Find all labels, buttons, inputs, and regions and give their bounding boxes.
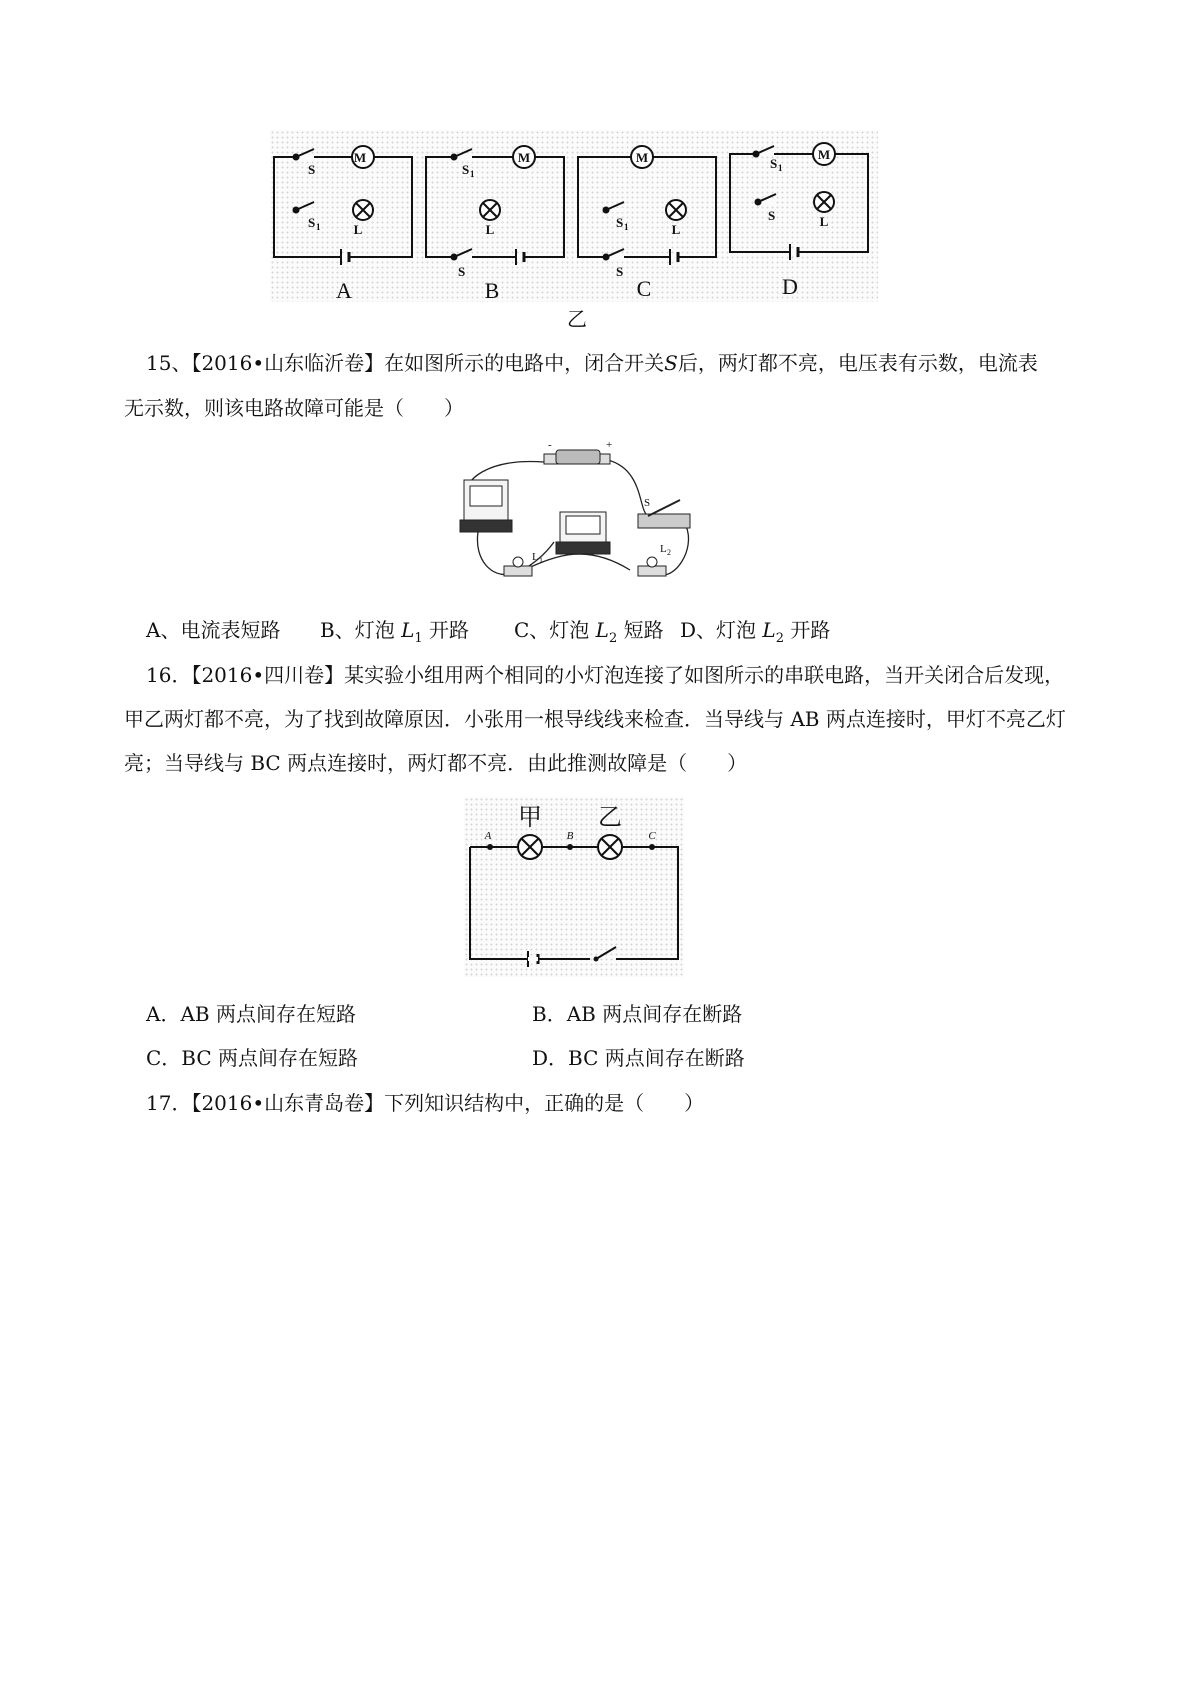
svg-text:S: S — [770, 156, 778, 171]
switch-label: S — [644, 497, 651, 509]
lamp-jia-symbol — [518, 835, 542, 859]
svg-text:S: S — [462, 162, 470, 177]
lamp-yi-label: 乙 — [598, 805, 622, 831]
question-source: 【2016•四川卷】 — [191, 663, 345, 687]
svg-text:1: 1 — [624, 222, 629, 232]
switch-label: S — [308, 215, 316, 230]
svg-text:L: L — [819, 214, 829, 229]
q16-option-d: D．BC 两点间存在断路 — [532, 1046, 745, 1070]
svg-text:M: M — [635, 150, 649, 165]
svg-text:1: 1 — [470, 169, 475, 179]
q15-option-c: C、灯泡 $L_2$ 短路 — [514, 618, 664, 646]
switch-label: S — [308, 162, 316, 177]
svg-text:S: S — [616, 215, 624, 230]
panel-label-c: C — [636, 276, 652, 301]
svg-text:L: L — [671, 222, 681, 237]
question-16-line-1: 16．【2016•四川卷】某实验小组用两个相同的小灯泡连接了如图所示的串联电路，当开关闭合后发现， — [146, 663, 1065, 687]
point-a-label: A — [484, 830, 492, 842]
question-number: 15、 — [146, 351, 192, 375]
q15-option-d: D、灯泡 $L_2$ 开路 — [680, 618, 831, 646]
lamp-label: L — [353, 222, 363, 237]
figure-q15-physical-circuit — [448, 440, 704, 586]
q16-option-b: B．AB 两点间存在断路 — [532, 1002, 743, 1026]
q16-option-c: C．BC 两点间存在短路 — [146, 1046, 359, 1070]
question-15-line-1: 15、【2016•山东临沂卷】在如图所示的电路中，闭合开关S后，两灯都不亮，电压表有示数，电流表 — [146, 351, 1038, 375]
svg-text:-: - — [548, 440, 552, 451]
question-17-line-1: 17．【2016•山东青岛卷】下列知识结构中，正确的是（ ） — [146, 1091, 705, 1115]
circuit-panel-b — [426, 146, 564, 265]
question-15-line-2: 无示数，则该电路故障可能是（ ） — [124, 396, 464, 420]
q15-option-b: B、灯泡 $L_1$ 开路 — [320, 618, 469, 646]
q15-option-a: A、电流表短路 — [146, 618, 281, 642]
circuit-panel-a — [274, 146, 412, 265]
svg-text:S: S — [616, 264, 624, 279]
figure-caption-yi: 乙 — [567, 307, 587, 331]
svg-text:1: 1 — [539, 556, 543, 565]
svg-text:1: 1 — [316, 222, 321, 232]
svg-text:2: 2 — [667, 548, 671, 557]
svg-text:S: S — [768, 208, 776, 223]
lamp-yi-symbol — [598, 835, 622, 859]
svg-text:1: 1 — [778, 163, 783, 173]
panel-label-b: B — [484, 278, 500, 302]
circuit-panel-d — [730, 143, 868, 260]
figure-q16-series-circuit — [464, 797, 684, 977]
q16-option-a: A．AB 两点间存在短路 — [146, 1002, 356, 1026]
svg-text:S: S — [458, 264, 466, 279]
question-number: 17． — [146, 1091, 192, 1115]
question-16-line-3: 亮；当导线与 BC 两点连接时，两灯都不亮．由此推测故障是（ ） — [124, 751, 748, 775]
q15-circuit-svg — [448, 440, 704, 586]
question-source: 【2016•山东临沂卷】 — [191, 351, 385, 375]
motor-label: M — [517, 150, 531, 165]
question-16-line-2: 甲乙两灯都不亮，为了找到故障原因．小张用一根导线线来检查．当导线与 AB 两点连接时，甲灯不亮乙灯 — [124, 707, 1066, 731]
lamp-l1-label: L — [532, 551, 539, 563]
lamp-l2-label: L — [660, 543, 667, 555]
svg-text:M: M — [817, 147, 831, 162]
svg-text:+: + — [606, 440, 613, 451]
svg-text:L: L — [485, 222, 495, 237]
panel-label-d: D — [782, 274, 798, 299]
q16-circuit-svg — [464, 797, 684, 977]
question-number: 16． — [146, 663, 192, 687]
motor-label: M — [353, 150, 367, 165]
question-source: 【2016•山东青岛卷】 — [191, 1091, 385, 1115]
lamp-jia-label: 甲 — [518, 805, 542, 831]
figure-circuits-yi — [270, 130, 878, 302]
panel-label-a: A — [336, 278, 352, 302]
point-b-label: B — [566, 830, 574, 842]
circuits-svg — [270, 130, 878, 302]
point-c-label: C — [648, 830, 656, 842]
